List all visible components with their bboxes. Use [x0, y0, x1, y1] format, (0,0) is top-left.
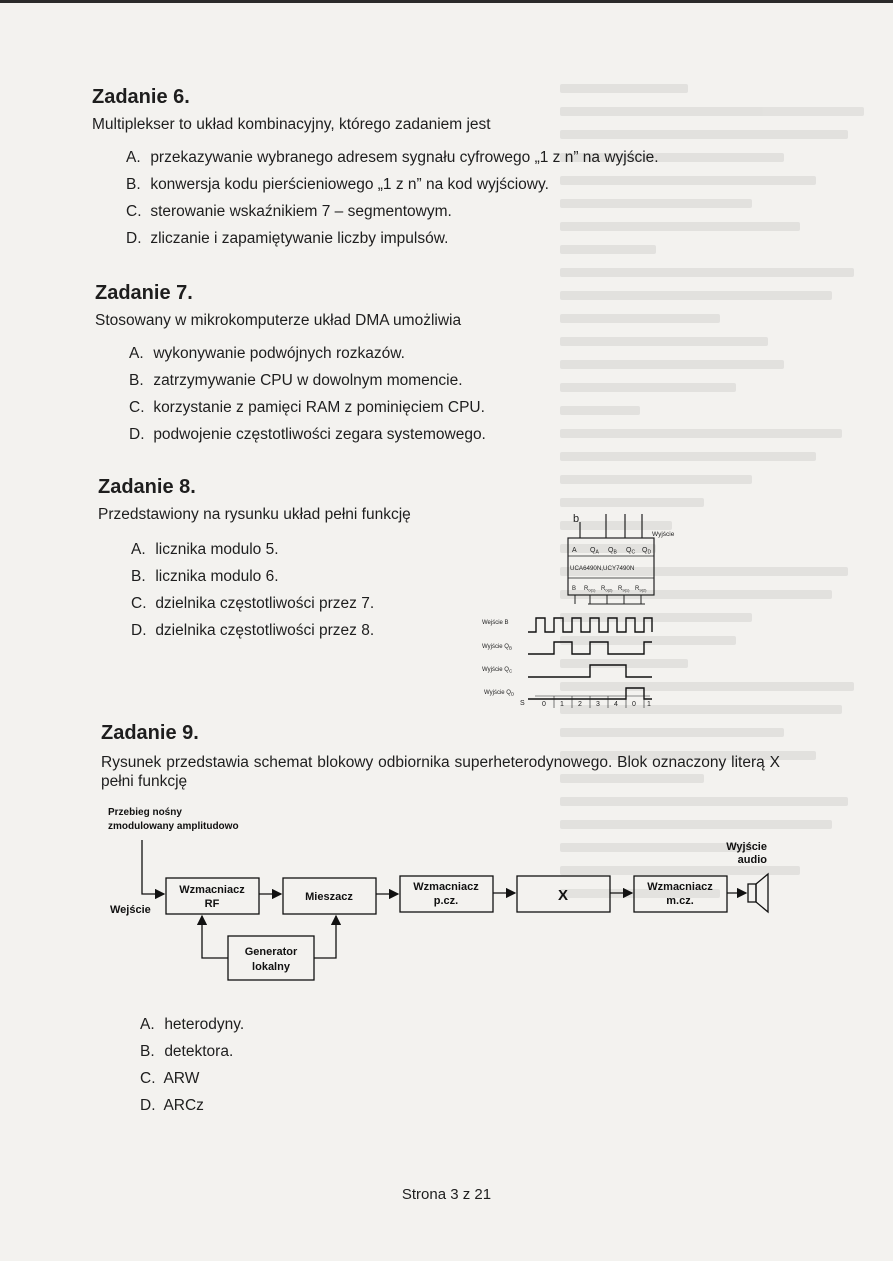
option-text: konwersja kodu pierścieniowego „1 z n” na kod wyjściowy.: [150, 176, 549, 194]
answer-option-b[interactable]: [131, 563, 498, 590]
option-text: ARW: [163, 1070, 200, 1087]
option-letter: C.: [126, 203, 142, 221]
block-label: Wzmacniacz: [413, 881, 479, 893]
answer-list: [129, 340, 695, 448]
answer-list-task-9: [140, 1011, 244, 1119]
option-text: wykonywanie podwójnych rozkazów.: [153, 345, 405, 363]
pin-label: $R_{9(1)}$: [618, 586, 630, 593]
answer-option-d[interactable]: [140, 1092, 244, 1119]
option-text: dzielnika częstotliwości przez 8.: [155, 622, 375, 640]
page-number: Strona 3 z 21: [401, 1186, 492, 1203]
answer-option-d[interactable]: [131, 617, 498, 644]
pin-label: $Q_B$: [608, 547, 617, 556]
answer-option-b[interactable]: [126, 171, 772, 198]
option-letter: D.: [140, 1097, 156, 1114]
block-local-oscillator: [228, 936, 314, 980]
block-label: m.cz.: [666, 895, 694, 907]
option-text: podwojenie częstotliwości zegara systemowego.: [153, 426, 486, 444]
answer-list: [126, 144, 772, 252]
state-value: 1: [647, 701, 651, 708]
task-question: Przedstawiony na rysunku układ pełni funkcję: [98, 506, 411, 523]
pin-label: $Q_C$: [626, 547, 636, 556]
state-value: 0: [542, 701, 546, 708]
answer-option-a[interactable]: [131, 536, 498, 563]
counter-timing-diagram: [480, 508, 680, 710]
state-value: 3: [596, 701, 600, 708]
option-text: detektora.: [164, 1043, 234, 1060]
carrier-label: Przebieg nośny: [108, 807, 182, 818]
task-question: Stosowany w mikrokomputerze układ DMA umożliwia: [95, 312, 462, 329]
option-text: heterodyny.: [164, 1016, 245, 1033]
option-text: dzielnika częstotliwości przez 7.: [155, 595, 375, 613]
answer-option-b[interactable]: [129, 367, 695, 394]
answer-option-d[interactable]: [126, 225, 772, 252]
option-letter: D.: [129, 426, 145, 444]
block-label: Mieszacz: [305, 891, 353, 903]
option-text: zliczanie i zapamiętywanie liczby impulsów.: [150, 230, 449, 248]
carrier-label: zmodulowany amplitudowo: [108, 821, 239, 832]
task-question: Multiplekser to układ kombinacyjny, którego zadaniem jest: [92, 116, 491, 133]
option-letter: A.: [129, 345, 144, 363]
pin-label: $Q_D$: [642, 547, 652, 556]
answer-option-a[interactable]: [140, 1011, 244, 1038]
pin-label: $R_{0(1)}$: [584, 586, 596, 593]
option-letter: C.: [140, 1070, 156, 1087]
block-label: RF: [204, 898, 220, 910]
waveform-input-b: [528, 618, 652, 632]
option-letter: B.: [126, 176, 141, 194]
pin-label: $Q_A$: [590, 547, 599, 556]
option-letter: D.: [126, 230, 142, 248]
signal-wire: [142, 840, 164, 894]
option-letter: C.: [129, 399, 145, 417]
answer-option-c[interactable]: [131, 590, 498, 617]
waveform-qc: [528, 665, 652, 677]
option-text: licznika modulo 6.: [155, 568, 279, 586]
task-7: [95, 282, 695, 448]
signal-label: Wejście B: [482, 620, 509, 626]
superheterodyne-block-diagram: [90, 800, 790, 995]
answer-option-a[interactable]: [129, 340, 695, 367]
option-text: zatrzymywanie CPU w dowolnym momencie.: [153, 372, 463, 390]
answer-option-c[interactable]: [126, 198, 772, 225]
task-6: [92, 86, 772, 252]
speaker-icon: [748, 874, 768, 912]
oscillator-wire: [202, 916, 228, 958]
pin-label: $R_{0(2)}$: [601, 586, 613, 593]
block-label: Wzmacniacz: [179, 884, 245, 896]
state-label: S: [520, 700, 525, 707]
task-title: Zadanie 9.: [101, 722, 199, 744]
option-letter: B.: [140, 1043, 155, 1060]
option-text: ARCz: [163, 1097, 204, 1114]
option-letter: D.: [131, 622, 147, 640]
option-text: korzystanie z pamięci RAM z pominięciem CPU.: [153, 399, 485, 417]
option-letter: C.: [131, 595, 147, 613]
option-letter: A.: [126, 149, 141, 167]
pin-label: $R_{9(2)}$: [635, 586, 647, 593]
state-value: 4: [614, 701, 618, 708]
answer-option-a[interactable]: [126, 144, 772, 171]
option-text: przekazywanie wybranego adresem sygnału cyfrowego „1 z n” na wyjście.: [150, 149, 659, 167]
signal-label: Wyjście $Q_D$: [484, 690, 515, 697]
task-8: [98, 476, 498, 644]
block-label: lokalny: [252, 961, 290, 973]
input-label: Wejście: [110, 904, 151, 916]
option-text: sterowanie wskaźnikiem 7 – segmentowym.: [150, 203, 452, 221]
signal-label: Wyjście $Q_B$: [482, 644, 512, 651]
scan-edge-line: [0, 0, 893, 3]
answer-option-c[interactable]: [129, 394, 695, 421]
signal-label: Wyjście $Q_C$: [482, 667, 513, 674]
chip-name: UCA6490N,UCY7490N: [570, 565, 635, 572]
state-value: 1: [560, 701, 564, 708]
option-letter: B.: [131, 568, 146, 586]
answer-option-b[interactable]: [140, 1038, 244, 1065]
answer-list: [131, 536, 498, 644]
option-letter: B.: [129, 372, 144, 390]
task-title: Zadanie 7.: [95, 282, 193, 304]
output-label: Wyjście: [726, 841, 767, 853]
state-value: 2: [578, 701, 582, 708]
output-label: audio: [737, 854, 767, 866]
option-letter: A.: [140, 1016, 155, 1033]
waveform-qb: [528, 642, 652, 654]
block-label: Wzmacniacz: [647, 881, 713, 893]
task-9: [101, 722, 780, 792]
state-value: 0: [632, 701, 636, 708]
task-question: Rysunek przedstawia schemat blokowy odbiornika superheterodynowego. Blok oznaczony literą X pełni funkcję: [101, 754, 780, 791]
block-label: Generator: [244, 946, 298, 958]
option-text: licznika modulo 5.: [155, 541, 279, 559]
task-title: Zadanie 8.: [98, 476, 196, 498]
pin-label: B: [572, 586, 577, 592]
oscillator-wire: [314, 916, 336, 958]
block-label: p.cz.: [433, 895, 459, 907]
pin-label: A: [572, 547, 577, 554]
block-label: X: [557, 887, 569, 904]
clock-symbol: b: [573, 513, 580, 525]
output-label: Wyjście: [652, 531, 675, 538]
task-title: Zadanie 6.: [92, 86, 190, 108]
answer-option-c[interactable]: [140, 1065, 244, 1092]
answer-option-d[interactable]: [129, 421, 695, 448]
option-letter: A.: [131, 541, 146, 559]
